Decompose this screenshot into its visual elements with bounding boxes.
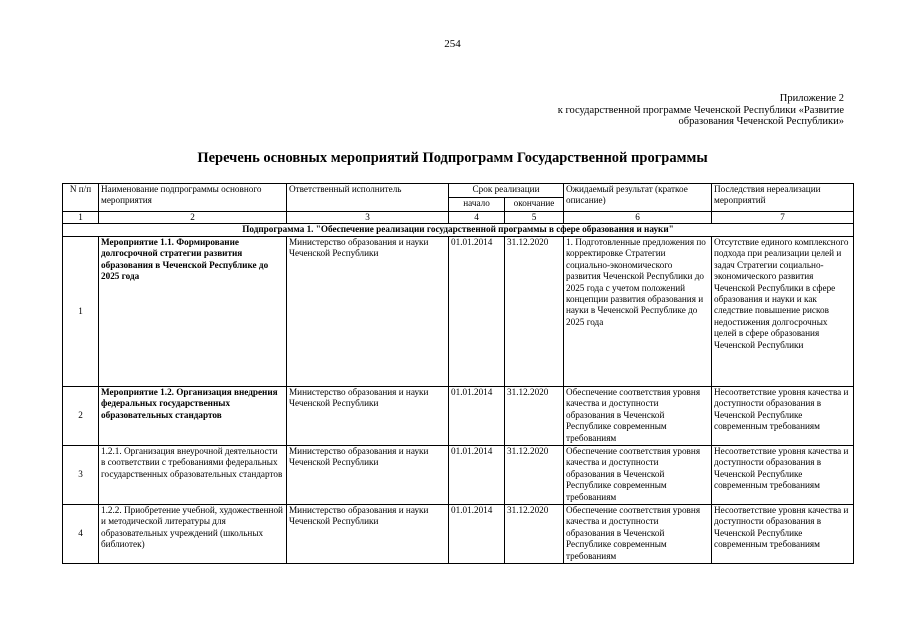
- subprogram-row: [63, 224, 854, 237]
- row-end-date: 31.12.2020: [505, 387, 564, 446]
- row-consequences: Отсутствие единого комплексного подхода при реализации целей и задач Стратегии социально-экономического развития Чеченской Республики в сфере образования и науки и как следствие повышение рисков недостижения долгосрочных целей в сфере образования Чеченской Республики: [712, 237, 854, 387]
- row-start-date: 01.01.2014: [449, 505, 505, 564]
- header-num: N п/п: [63, 184, 99, 212]
- appendix-line-3: образования Чеченской Республики»: [678, 116, 844, 127]
- row-start-date: 01.01.2014: [449, 237, 505, 387]
- column-numbers-row: [63, 212, 854, 224]
- row-end-date: 31.12.2020: [505, 505, 564, 564]
- header-period: Срок реализации: [449, 184, 564, 198]
- subprogram-title: Подпрограмма 1. "Обеспечение реализации государственной программы в сфере образования и науки": [63, 224, 854, 237]
- row-number: 3: [63, 446, 99, 505]
- row-expected-result: Обеспечение соответствия уровня качества и доступности образования в Чеченской Республике современным требованиям: [564, 505, 712, 564]
- row-number: 2: [63, 387, 99, 446]
- column-number: 2: [99, 212, 287, 224]
- row-expected-result: Обеспечение соответствия уровня качества и доступности образования в Чеченской Республике современным требованиям: [564, 387, 712, 446]
- row-expected-result: 1. Подготовленные предложения по корректировке Стратегии социально-экономического развития Чеченской Республики до 2025 года с учетом положений концепции развития образования и науки в Чеченской Республике до 2025 года: [564, 237, 712, 387]
- page-number: 254: [444, 38, 461, 50]
- row-measure-name: Мероприятие 1.2. Организация внедрения федеральных государственных образовательных стандартов: [99, 387, 287, 446]
- row-measure-name: Мероприятие 1.1. Формирование долгосрочной стратегии развития образования в Чеченской Республике до 2025 года: [99, 237, 287, 387]
- appendix-line-1: Приложение 2: [779, 93, 844, 104]
- row-consequences: Несоответствие уровня качества и доступности образования в Чеченской Республике современным требованиям: [712, 505, 854, 564]
- header-start: начало: [449, 198, 505, 212]
- table-row: [63, 446, 854, 505]
- row-number: 4: [63, 505, 99, 564]
- column-number: 7: [712, 212, 854, 224]
- row-end-date: 31.12.2020: [505, 237, 564, 387]
- row-start-date: 01.01.2014: [449, 387, 505, 446]
- appendix-note: [558, 93, 844, 128]
- row-executor: Министерство образования и науки Чеченской Республики: [287, 237, 449, 387]
- row-end-date: 31.12.2020: [505, 446, 564, 505]
- header-row: [63, 184, 854, 198]
- row-consequences: Несоответствие уровня качества и доступности образования в Чеченской Республике современным требованиям: [712, 446, 854, 505]
- row-measure-name: 1.2.1. Организация внеурочной деятельности в соответствии с требованиями федеральных государственных образовательных стандартов: [99, 446, 287, 505]
- appendix-line-2: к государственной программе Чеченской Республики «Развитие: [557, 104, 844, 116]
- header-consequences: Последствия нереализации мероприятий: [712, 184, 854, 212]
- row-consequences: Несоответствие уровня качества и доступности образования в Чеченской Республике современным требованиям: [712, 387, 854, 446]
- row-measure-name: 1.2.2. Приобретение учебной, художественной и методической литературы для образовательных учреждений (школьных библиотек): [99, 505, 287, 564]
- column-number: 4: [449, 212, 505, 224]
- column-number: 5: [505, 212, 564, 224]
- document-title: Перечень основных мероприятий Подпрограмм Государственной программы: [197, 150, 708, 166]
- row-executor: Министерство образования и науки Чеченской Республики: [287, 446, 449, 505]
- header-executor: Ответственный исполнитель: [287, 184, 449, 212]
- row-executor: Министерство образования и науки Чеченской Республики: [287, 505, 449, 564]
- row-expected-result: Обеспечение соответствия уровня качества и доступности образования в Чеченской Республике современным требованиям: [564, 446, 712, 505]
- row-start-date: 01.01.2014: [449, 446, 505, 505]
- table-row: [63, 505, 854, 564]
- header-name: Наименование подпрограммы основного мероприятия: [99, 184, 287, 212]
- column-number: 3: [287, 212, 449, 224]
- header-end: окончание: [505, 198, 564, 212]
- column-number: 1: [63, 212, 99, 224]
- row-number: 1: [63, 237, 99, 387]
- row-executor: Министерство образования и науки Чеченской Республики: [287, 387, 449, 446]
- column-number: 6: [564, 212, 712, 224]
- measures-table: [62, 183, 854, 564]
- header-result: Ожидаемый результат (краткое описание): [564, 184, 712, 212]
- table-row: [63, 387, 854, 446]
- table-row: [63, 237, 854, 387]
